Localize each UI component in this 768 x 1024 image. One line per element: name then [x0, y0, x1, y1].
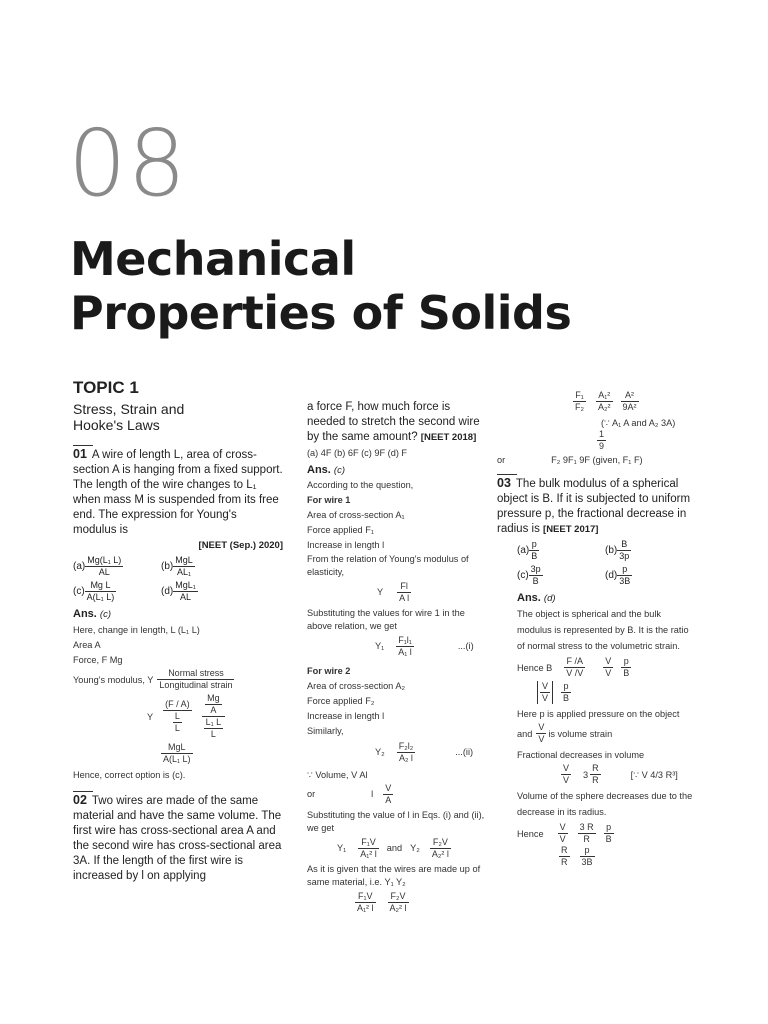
options-row [517, 539, 697, 562]
solution-line: Volume of the sphere decreases due to the decrease in its radius. [517, 791, 693, 817]
column-1 [73, 378, 283, 884]
solution-eq [517, 656, 697, 679]
frac-num: V [563, 763, 570, 773]
frac-num: V [538, 722, 545, 732]
exam-tag: [NEET 2018] [420, 432, 477, 443]
eq-text: F₂ 9F₁ 9F (given, F₁ F) [551, 455, 643, 465]
question-text: The bulk modulus of a spherical object is B. If it is subjected to uniform pressure p, the fractional decrease in radius is [497, 478, 691, 535]
frac-num: p [529, 539, 539, 551]
frac-num: MgL [161, 742, 193, 754]
chapter-number: 08 [68, 110, 188, 217]
frac-den: A₂² l [389, 903, 407, 913]
solution-line: ∵ Volume, V Al [307, 770, 368, 780]
frac-den: AL₁ [176, 567, 192, 577]
question-03 [497, 474, 697, 868]
options-row: (a) 4F (b) 6F (c) 9F (d) F [307, 448, 408, 458]
frac-num: V [605, 656, 612, 666]
solution-eq [517, 822, 697, 845]
frac-num: L [174, 711, 180, 721]
solution-line: Similarly, [307, 726, 344, 736]
option-b [605, 539, 631, 562]
option-label: (c) [73, 586, 85, 597]
frac-num: Fl [397, 581, 411, 593]
option-label: (b) [161, 561, 174, 572]
answer [73, 607, 283, 622]
solution-eq [517, 722, 697, 745]
option-label: (d) [605, 570, 618, 581]
chapter-title-line1: Mechanical [70, 232, 356, 286]
frac-num: L₁ L [205, 717, 222, 727]
option-label: (a) [517, 545, 530, 556]
frac-den: 3B [619, 576, 631, 586]
solution-line: Increase in length l [307, 711, 385, 721]
solution-line: According to the question, [307, 480, 414, 490]
frac-den: A₁² l [357, 903, 374, 913]
option-a [73, 555, 161, 578]
frac-num: (F / A) [165, 699, 190, 709]
frac-num [202, 693, 226, 717]
answer-label: Ans. [307, 464, 331, 476]
solution-line: Fractional decreases in volume [517, 750, 645, 760]
question-number: 03 [497, 476, 511, 490]
answer [307, 463, 487, 478]
frac-den: A₂² [598, 402, 611, 412]
frac-num: V [542, 681, 549, 691]
solution-line: Force applied F₂ [307, 696, 375, 706]
frac-den: A [210, 705, 217, 715]
chapter-title [70, 232, 571, 340]
question-01 [73, 445, 283, 781]
eq-ref: ...(ii) [455, 747, 474, 757]
topic-subtitle [73, 401, 283, 433]
solution-line: Here, change in length, L (L₁ L) [73, 625, 200, 635]
frac-num: Mg(L₁ L) [87, 555, 122, 565]
options-row [73, 555, 283, 578]
eq-label: Hence B [517, 662, 553, 673]
options-row [73, 580, 283, 603]
frac-den: V /V [566, 668, 584, 678]
frac-den: B [531, 551, 538, 561]
eq-label: or [497, 455, 506, 465]
eq-label: and [517, 728, 533, 739]
frac-num: F₂l₂ [398, 741, 414, 751]
solution-eq [73, 668, 283, 691]
frac-num: R [561, 845, 568, 855]
answer-label: Ans. [517, 592, 541, 604]
frac-den: B [563, 693, 570, 703]
frac-den: V [542, 693, 549, 703]
frac-den: A(L₁ L) [86, 592, 115, 602]
frac-den: 9 [599, 441, 605, 451]
eq-note: [∵ V 4/3 R³] [630, 769, 678, 780]
frac-den: AL [98, 567, 110, 577]
frac-den: Longitudinal strain [159, 680, 233, 690]
frac-num: 1 [599, 429, 605, 439]
solution-line: Force, F Mg [73, 655, 123, 665]
frac-den: R [561, 857, 568, 867]
frac-den: B [605, 834, 612, 844]
solution-eq [161, 742, 283, 765]
frac-den: F₂ [575, 402, 584, 412]
eq-label: Hence [517, 828, 544, 839]
solution-line: Substituting the values for wire 1 in the above relation, we get [307, 608, 465, 631]
question-text: A wire of length L, area of cross-section A is hanging from a fixed support. The length of the wire changes to L₁ when mass M is suspended from its free end. The expression for Young's modulus is [73, 449, 283, 536]
option-c [73, 580, 161, 603]
frac-num: Mg [207, 693, 220, 703]
solution-eq [573, 390, 697, 413]
eq-label: Y₂ [375, 747, 385, 757]
solution-eq [559, 845, 697, 868]
solution-line: Hence, correct option is (c). [73, 770, 186, 780]
exam-tag: [NEET 2017] [543, 524, 599, 535]
solution-eq [307, 783, 487, 806]
eq-label: Y₂ [410, 843, 420, 853]
option-d [161, 580, 198, 603]
frac-num: 3 R [579, 822, 594, 832]
solution-eq [375, 635, 487, 658]
solution-line: Here p is applied pressure on the object [517, 709, 680, 719]
solution-eq [375, 741, 487, 764]
question-marker [497, 474, 517, 475]
frac-den: V [538, 734, 545, 744]
frac-den: V [605, 668, 612, 678]
frac-num: p [621, 656, 631, 668]
frac-num: V [559, 822, 566, 832]
solution-line: Area of cross-section A₂ [307, 681, 406, 691]
frac-den: A(L₁ L) [163, 754, 191, 764]
solution-line: Force applied F₁ [307, 525, 374, 535]
solution-line: For wire 1 [307, 495, 351, 505]
eq-label: Y₁ [337, 843, 347, 853]
question-number: 02 [73, 793, 87, 807]
option-d [605, 564, 632, 587]
solution-eq [377, 581, 487, 604]
frac-num: F₁V [358, 837, 379, 849]
eq-label: or [307, 789, 316, 799]
frac-den [202, 717, 226, 740]
answer-label: Ans. [73, 608, 97, 620]
frac-num: B [617, 539, 631, 551]
frac-num: F₁ [573, 390, 586, 402]
frac-den: A [385, 795, 392, 805]
solution-eq [537, 681, 697, 704]
chapter-title-line2: Properties of Solids [70, 286, 572, 340]
option-label: (c) [517, 570, 529, 581]
eq-mid: l [371, 789, 374, 799]
topic-subtitle-line2: Hooke's Laws [73, 417, 160, 433]
solution-line: The object is spherical and the bulk modulus is represented by B. It is the ratio of normal stress to the volumetric strain. [517, 609, 689, 651]
frac-num: p [561, 681, 571, 693]
solution-line: As it is given that the wires are made up of same material, i.e. Y₁ Y₂ [307, 864, 481, 887]
frac-den: B [532, 576, 539, 586]
eq-and: and [386, 843, 403, 853]
frac-num: F /A [564, 656, 585, 668]
solution-line: Area A [73, 640, 101, 650]
frac-num: Normal stress [157, 668, 234, 680]
frac-den: A₂² l [431, 849, 449, 859]
solution-line: For wire 2 [307, 666, 351, 676]
column-2 [307, 400, 487, 914]
frac-num: Mg L [85, 580, 117, 592]
frac-num: V [385, 783, 392, 793]
frac-num: F₁l₁ [398, 635, 412, 645]
question-marker [73, 791, 93, 792]
eq-ref: ...(i) [457, 641, 474, 651]
frac-den: L [210, 729, 216, 739]
answer-value: (c) [99, 609, 111, 620]
frac-num: A² [621, 390, 639, 402]
question-text-continued: a force F, how much force is needed to stretch the second wire by the same amount? [NEET 2018] [307, 401, 480, 443]
solution-eq [355, 891, 487, 914]
frac-den: 3p [619, 551, 630, 561]
option-label: (a) [73, 561, 86, 572]
solution-eq [147, 693, 283, 740]
frac-num: p [617, 564, 632, 576]
frac-num: MgL [175, 555, 193, 565]
options-row [517, 564, 697, 587]
frac-num: p [604, 822, 614, 834]
frac-den: L [174, 723, 180, 733]
solution [73, 624, 283, 781]
solution [307, 478, 487, 914]
question-marker [73, 445, 93, 446]
eq-label: Young's modulus, Y [73, 674, 154, 685]
frac-den: R [592, 775, 599, 785]
frac-den: V [563, 775, 570, 785]
solution-continued [497, 390, 697, 466]
frac-num: F₂V [388, 891, 409, 903]
frac-den: B [623, 668, 630, 678]
frac-den [163, 711, 192, 734]
eq-label: Y₁ [375, 641, 385, 651]
solution [517, 606, 697, 868]
question-text: Two wires are made of the same material and have the same volume. The first wire has cross-sectional area A and the second wire has cross-sectional area 3A. If the length of the first wire is increased by l on applying [73, 795, 282, 882]
frac-num: 3p [530, 564, 541, 574]
frac-num: F₂V [430, 837, 451, 849]
option-label: (b) [605, 545, 618, 556]
option-c [517, 564, 605, 587]
frac-den: AL [180, 592, 192, 602]
frac-num: p [580, 845, 595, 857]
solution-line: (∵ A₁ A and A₂ 3A) [601, 418, 676, 428]
solution-eq [337, 837, 487, 860]
eq-text: is volume strain [548, 728, 613, 739]
solution-line: Substituting the value of l in Eqs. (i) and (ii), we get [307, 810, 485, 833]
topic-subtitle-line1: Stress, Strain and [73, 401, 185, 417]
eq-label: Y [377, 587, 384, 597]
frac-den: V [559, 834, 566, 844]
solution-eq [597, 429, 697, 452]
solution-line: From the relation of Young's modulus of elasticity, [307, 554, 469, 577]
frac-den: 3B [581, 857, 593, 867]
question-02 [73, 791, 283, 884]
frac-num: R [592, 763, 599, 773]
solution-eq [561, 763, 697, 786]
frac-den: 9A² [622, 402, 637, 412]
option-label: (d) [161, 586, 174, 597]
frac-den: R [583, 834, 590, 844]
solution-line: Increase in length l [307, 540, 385, 550]
exam-tag: [NEET (Sep.) 2020] [198, 540, 283, 551]
eq-mid: 3 [583, 769, 589, 780]
column-3 [497, 390, 697, 868]
solution-eq [497, 454, 697, 466]
answer [517, 591, 697, 606]
option-b [161, 555, 195, 578]
eq-label: Y [147, 711, 154, 722]
frac-den: A₁ l [398, 647, 412, 657]
solution-line: Area of cross-section A₁ [307, 510, 405, 520]
answer-value: (c) [333, 465, 345, 476]
topic-label: TOPIC 1 [73, 378, 139, 397]
question-number: 01 [73, 447, 87, 461]
frac-den: A₁² l [360, 849, 377, 859]
frac-num: MgL₁ [175, 580, 196, 590]
frac-num: F₁V [355, 891, 376, 903]
frac-den: A l [399, 593, 410, 603]
answer-value: (d) [543, 593, 556, 604]
frac-den: A₂ l [398, 753, 413, 763]
frac-num: A₁² [596, 390, 613, 402]
option-a [517, 539, 605, 562]
